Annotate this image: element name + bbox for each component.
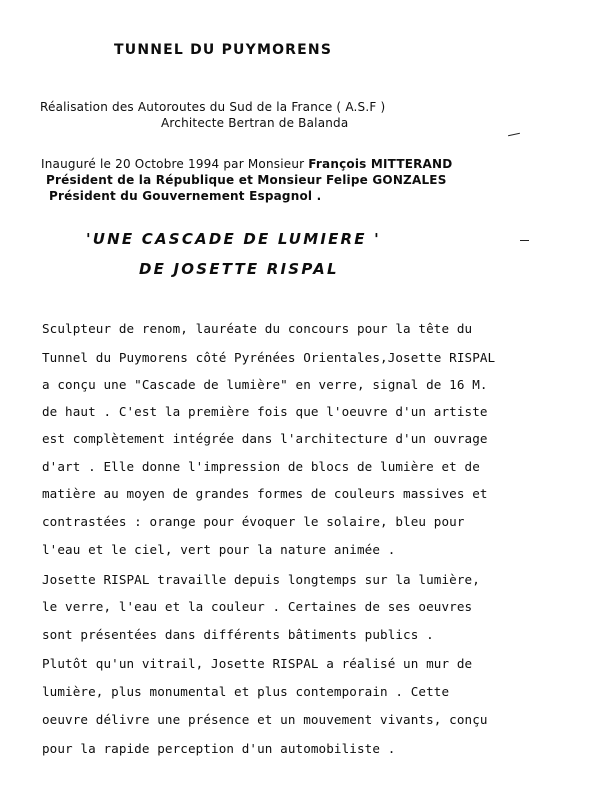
artist-title: DE JOSETTE RISPAL [139,260,339,278]
inauguration-line-2 [46,173,447,187]
body-line: Tunnel du Puymorens côté Pyrénées Orientales,Josette RISPAL [42,350,496,365]
body-line: lumière, plus monumental et plus contemporain . Cette [42,684,450,699]
body-line: matière au moyen de grandes formes de couleurs massives et [42,486,488,501]
body-line: d'art . Elle donne l'impression de blocs de lumière et de [42,459,480,474]
body-line: Plutôt qu'un vitrail, Josette RISPAL a réalisé un mur de [42,656,473,671]
body-line: est complètement intégrée dans l'architecture d'un ouvrage [42,431,488,446]
body-line: sont présentées dans différents bâtiments publics . [42,627,434,642]
scan-mark [508,133,520,136]
inauguration-line-2-text: Président de la République et Monsieur [46,173,326,187]
body-line: l'eau et le ciel, vert pour la nature animée . [42,542,396,557]
body-line: Josette RISPAL travaille depuis longtemps sur la lumière, [42,572,480,587]
header-line-asf: Réalisation des Autoroutes du Sud de la France ( A.S.F ) [40,100,386,114]
body-line: contrastées : orange pour évoquer le solaire, bleu pour [42,514,465,529]
name-gonzales: Felipe GONZALES [325,173,447,187]
header-line-architect: Architecte Bertran de Balanda [161,116,349,130]
body-line: Sculpteur de renom, lauréate du concours pour la tête du [42,321,473,336]
document-title: TUNNEL DU PUYMORENS [114,42,333,58]
scan-mark [520,240,529,241]
body-line: a conçu une "Cascade de lumière" en verre, signal de 16 M. [42,377,488,392]
body-line: de haut . C'est la première fois que l'oeuvre d'un artiste [42,404,488,419]
inauguration-line-1-text: Inauguré le 20 Octobre 1994 par Monsieur [41,157,309,171]
inauguration-line-3: Président du Gouvernement Espagnol . [49,189,322,203]
body-line: oeuvre délivre une présence et un mouvement vivants, conçu [42,712,488,727]
body-line: le verre, l'eau et la couleur . Certaines de ses oeuvres [42,599,473,614]
inauguration-line-1 [41,157,452,171]
artwork-title: 'UNE CASCADE DE LUMIERE ' [86,230,381,248]
name-mitterand: François MITTERAND [308,157,453,171]
body-line: pour la rapide perception d'un automobiliste . [42,741,396,756]
